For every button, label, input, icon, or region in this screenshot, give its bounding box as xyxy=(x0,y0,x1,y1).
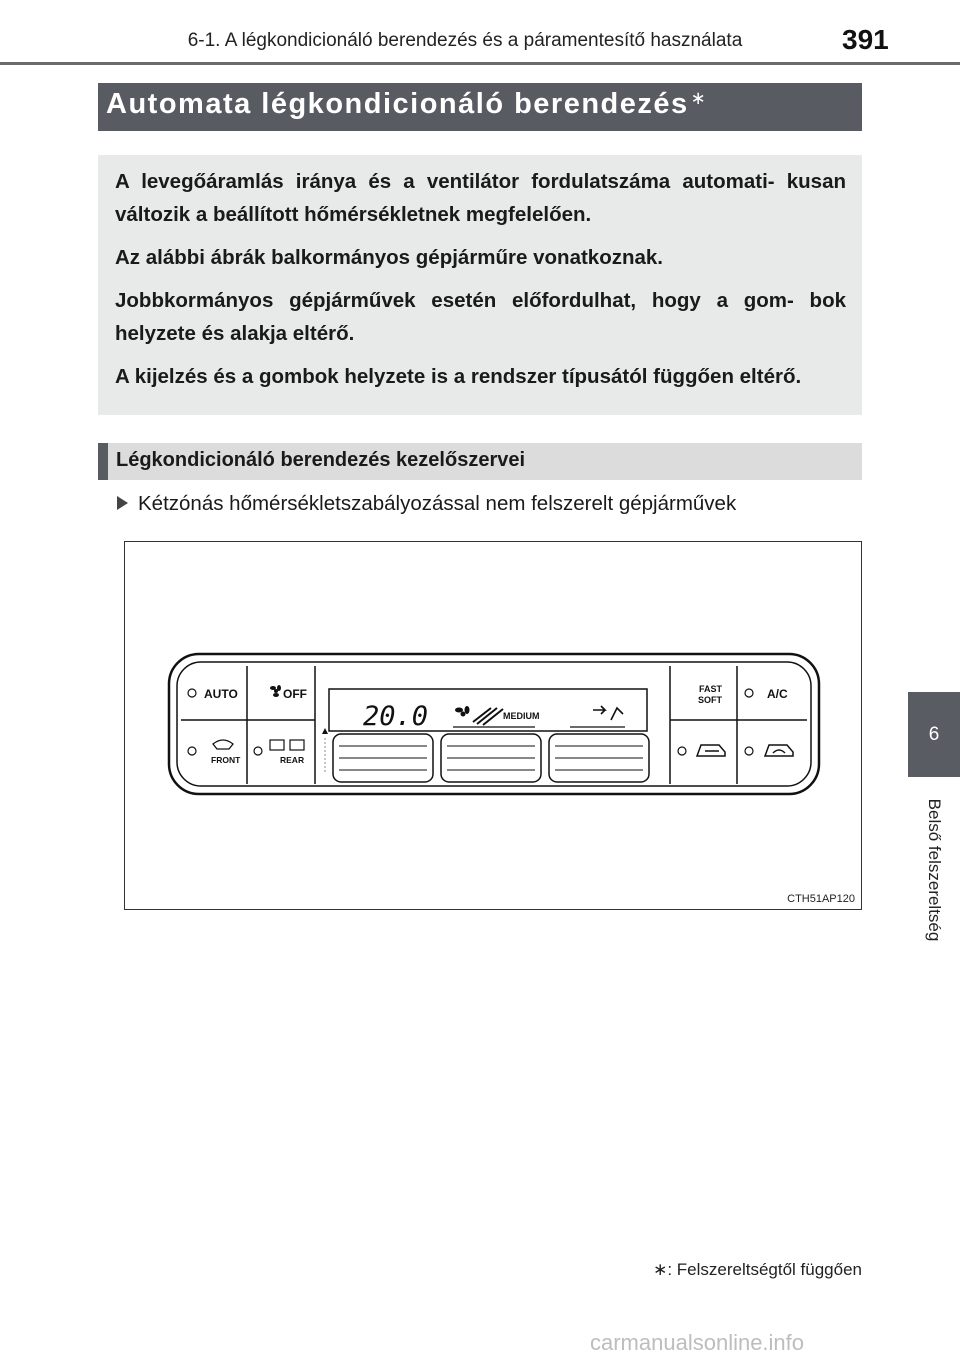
fan-mode-label: MEDIUM xyxy=(503,711,540,721)
section-heading-text: Légkondicionáló berendezés kezelőszervei xyxy=(116,449,526,471)
recirculation-icon xyxy=(765,745,793,756)
watermark: carmanualsonline.info xyxy=(590,1330,805,1355)
fast-label: FAST xyxy=(699,684,723,694)
air-vent-center xyxy=(441,734,541,782)
rear-indicator-light xyxy=(254,747,262,755)
ac-button[interactable] xyxy=(745,687,788,701)
page-title xyxy=(106,88,706,121)
footnote-text: : Felszereltségtől függően xyxy=(667,1260,862,1279)
recirculation-indicator-light xyxy=(745,747,753,755)
intro-box xyxy=(98,155,862,415)
fan-icon xyxy=(270,685,281,697)
footnote xyxy=(653,1260,862,1280)
front-defroster-icon xyxy=(213,740,233,749)
figure-code: CTH51AP120 xyxy=(787,893,855,905)
ac-label: A/C xyxy=(767,687,788,701)
triangle-bullet-icon xyxy=(117,496,128,510)
chapter-label: Belső felszereltség xyxy=(925,798,944,942)
control-panel-illustration xyxy=(125,542,861,909)
soft-label: SOFT xyxy=(698,695,722,705)
title-bar xyxy=(98,83,862,131)
outside-air-icon xyxy=(697,745,725,756)
air-vent-right xyxy=(549,734,649,782)
footnote-asterisk: ∗ xyxy=(653,1260,668,1279)
panel-inner-outline xyxy=(177,662,811,786)
auto-label: AUTO xyxy=(204,687,238,701)
intro-paragraph: Az alábbi ábrák balkormányos gépjárműre vonatkoznak. xyxy=(115,246,663,269)
title-asterisk: ∗ xyxy=(690,88,706,108)
off-label: OFF xyxy=(283,687,307,701)
page-number: 391 xyxy=(842,24,889,55)
panel-outline xyxy=(169,654,819,794)
temperature-dial-scale xyxy=(322,728,328,772)
front-label: FRONT xyxy=(211,755,241,765)
fast-soft-button[interactable] xyxy=(698,684,723,705)
recirculation-button[interactable] xyxy=(745,745,793,756)
chapter-number: 6 xyxy=(928,723,940,745)
header-rule xyxy=(0,62,960,65)
intro-paragraph: Jobbkormányos gépjárművek esetén előfordulhat, hogy a gom- bok helyzete és alakja eltérő. xyxy=(115,289,846,345)
bullet-text: Kétzónás hőmérsékletszabályozással nem felszerelt gépjárművek xyxy=(138,492,737,515)
climate-display xyxy=(329,689,647,732)
outside-air-button[interactable] xyxy=(678,745,725,756)
rear-label: REAR xyxy=(280,755,305,765)
outside-air-indicator-light xyxy=(678,747,686,755)
front-defroster-button[interactable] xyxy=(188,740,241,765)
front-indicator-light xyxy=(188,747,196,755)
airflow-direction-icon xyxy=(593,706,623,720)
rear-defogger-icon xyxy=(270,740,304,750)
rear-defogger-button[interactable] xyxy=(254,740,304,765)
fan-off-button[interactable] xyxy=(270,685,307,701)
bullet-item xyxy=(117,492,736,516)
auto-button[interactable] xyxy=(188,687,238,701)
intro-paragraph: A levegőáramlás iránya és a ventilátor fordulatszáma automati- kusan változik a beállított hőmérsékletnek megfelelően. xyxy=(115,170,846,226)
auto-indicator-light xyxy=(188,689,196,697)
fan-speed-icon xyxy=(455,706,503,725)
ac-indicator-light xyxy=(745,689,753,697)
air-vent-left xyxy=(333,734,433,782)
section-heading xyxy=(98,443,862,480)
intro-paragraph: A kijelzés és a gombok helyzete is a rendszer típusától függően eltérő. xyxy=(115,365,802,388)
page-title-text: Automata légkondicionáló berendezés xyxy=(106,88,689,120)
control-panel-figure xyxy=(124,541,862,910)
chapter-tab[interactable] xyxy=(908,692,960,777)
running-header: 6-1. A légkondicionáló berendezés és a páramentesítő használata xyxy=(187,30,743,51)
temperature-readout: 20.0 xyxy=(363,701,429,732)
section-heading-bar xyxy=(98,443,108,480)
